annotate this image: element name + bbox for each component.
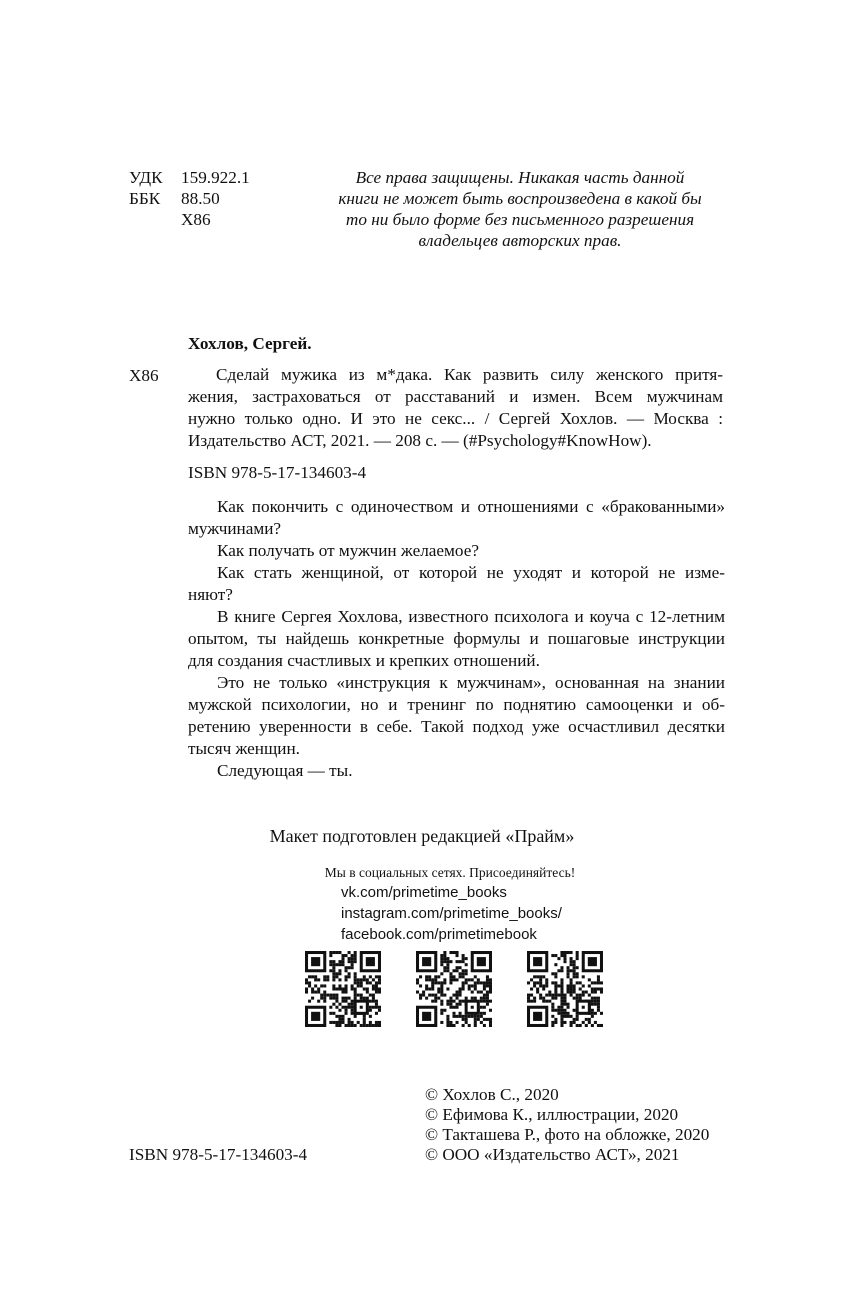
annotation-line: мужчинами? <box>188 519 282 538</box>
annotation <box>188 496 725 782</box>
qr-code-icon[interactable] <box>527 951 603 1027</box>
description-line: жения, застраховаться от расставаний и измен. Всем мужчинам <box>188 387 723 406</box>
vk-link[interactable]: vk.com/primetime_books <box>341 884 507 901</box>
udk-value: 159.922.1 <box>181 168 250 187</box>
copyright-line: © Такташева Р., фото на обложке, 2020 <box>425 1125 710 1144</box>
udk-line <box>129 167 250 188</box>
annotation-line: ретению уверенности в себе. Такой подход уже осчастливил десятки <box>188 717 725 736</box>
bbk-value: 88.50 <box>181 189 220 208</box>
annotation-line: тысяч женщин. <box>188 739 300 758</box>
annotation-line: няют? <box>188 585 233 604</box>
rights-notice <box>300 167 740 251</box>
annotation-line: В книге Сергея Хохлова, известного психолога и коуча с 12-летним <box>217 607 725 626</box>
bibliographic-description <box>188 364 723 452</box>
annotation-line: Как стать женщиной, от которой не уходят и которой не изме- <box>217 563 725 582</box>
annotation-line: Это не только «инструкция к мужчинам», основанная на знании <box>217 673 725 692</box>
qr-code-icon[interactable] <box>416 951 492 1027</box>
author-mark-line <box>129 209 250 230</box>
qr-code-icon[interactable] <box>305 951 381 1027</box>
rights-line: книги не может быть воспроизведена в какой бы <box>338 189 702 208</box>
facebook-link[interactable]: facebook.com/primetimebook <box>341 926 537 943</box>
rights-line: то ни было форме без письменного разрешения <box>345 210 695 229</box>
author-mark: Х86 <box>181 210 211 229</box>
annotation-line: опытом, ты найдешь конкретные формулы и пошаговые инструкции <box>188 629 725 648</box>
rights-line: Все права защищены. Никакая часть данной <box>355 168 685 187</box>
social-links <box>341 882 562 945</box>
annotation-line: Как получать от мужчин желаемое? <box>217 541 479 560</box>
footer-isbn: ISBN 978-5-17-134603-4 <box>129 1145 308 1164</box>
description-line: нужно только одно. И это не секс... / Сергей Хохлов. — Москва : <box>188 409 723 428</box>
annotation-line: Следующая — ты. <box>217 761 353 780</box>
author-heading: Хохлов, Сергей. <box>188 334 312 353</box>
annotation-line: для создания счастливых и крепких отношений. <box>188 651 540 670</box>
bibliographic-mark: Х86 <box>129 366 159 385</box>
bbk-line <box>129 188 250 209</box>
copyright-line: © Хохлов С., 2020 <box>425 1085 559 1104</box>
annotation-line: Как покончить с одиночеством и отношениями с «бракованными» <box>217 497 725 516</box>
udk-label: УДК <box>129 168 163 187</box>
copyright-line: © ООО «Издательство АСТ», 2021 <box>425 1145 680 1164</box>
social-heading: Мы в социальных сетях. Присоединяйтесь! <box>324 865 576 880</box>
copyright-block <box>425 1084 709 1164</box>
classification-block <box>129 167 250 230</box>
rights-line: владельцев авторских прав. <box>418 231 622 250</box>
isbn-line: ISBN 978-5-17-134603-4 <box>188 463 367 482</box>
bbk-label: ББК <box>129 189 161 208</box>
instagram-link[interactable]: instagram.com/primetime_books/ <box>341 905 562 922</box>
description-line: Сделай мужика из м*дака. Как развить силу женского притя- <box>216 365 723 384</box>
description-line: Издательство АСТ, 2021. — 208 с. — (#Psychology#KnowHow). <box>188 431 652 450</box>
copyright-line: © Ефимова К., иллюстрации, 2020 <box>425 1105 679 1124</box>
layout-note: Макет подготовлен редакцией «Прайм» <box>269 826 575 846</box>
annotation-line: мужской психологии, но и тренинг по поднятию самооценки и об- <box>188 695 725 714</box>
